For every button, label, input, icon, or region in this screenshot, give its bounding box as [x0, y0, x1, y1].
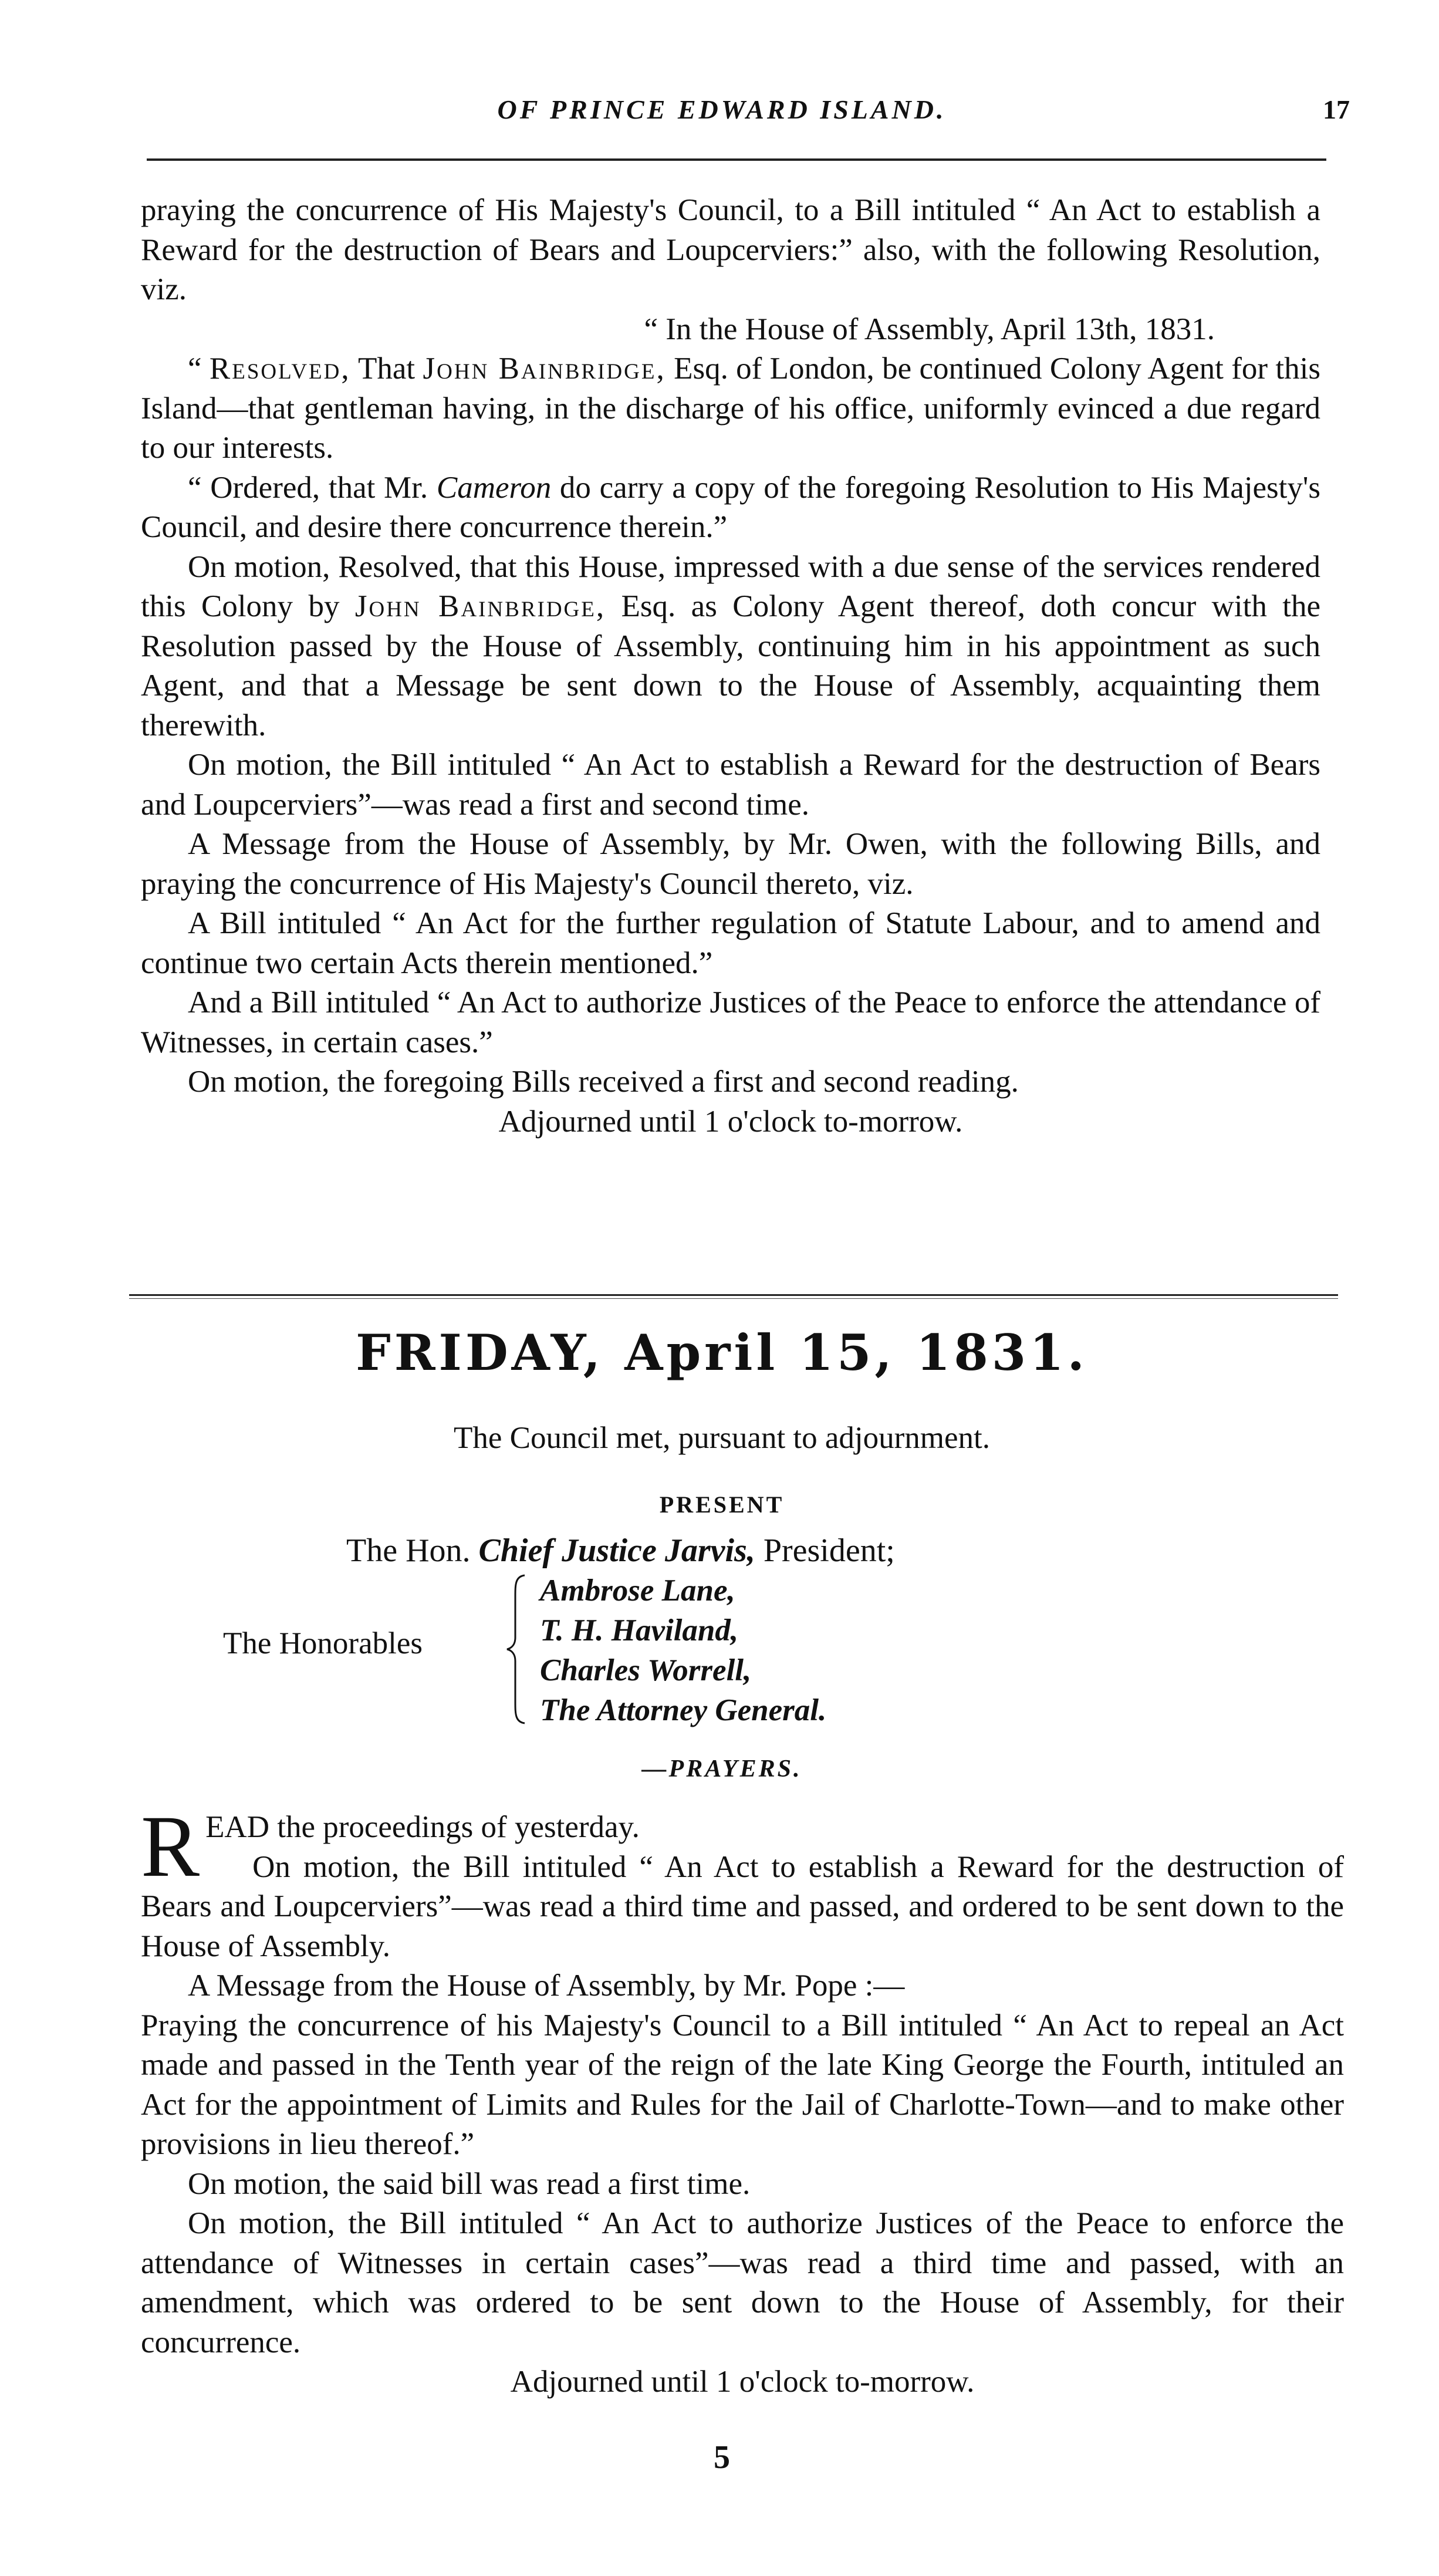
paragraph: A Bill intituled “ An Act for the further regulation of Statute Labour, and to amend and continue two certain Acts therein mentioned.” — [141, 906, 1320, 980]
running-title: OF PRINCE EDWARD ISLAND. — [497, 94, 947, 124]
resolved-word: Resolved, — [209, 352, 351, 386]
section-divider — [129, 1294, 1338, 1296]
paragraph: On motion, the foregoing Bills received a first and second reading. — [188, 1065, 1019, 1099]
paragraph: On motion, the Bill intituled “ An Act to authorize Justices of the Peace to enforce the attendance of Witnesses in certain cases”—was read a third time and passed, with an amendment, which was ordered to be sent down to the House of Assembly, for their concurrence. — [141, 2206, 1344, 2359]
paragraph: On motion, the said bill was read a first time. — [188, 2166, 751, 2201]
signature-mark: 5 — [714, 2439, 730, 2476]
council-met-line: The Council met, pursuant to adjournment. — [453, 1421, 991, 1455]
paragraph: A Message from the House of Assembly, by Mr. Owen, with the following Bills, and praying the concurrence of His Majesty's Council thereto, viz. — [141, 827, 1320, 901]
paragraph-resolution — [141, 349, 1320, 468]
president-line — [346, 1532, 895, 1569]
present-label: PRESENT — [659, 1491, 785, 1518]
text-run: do carry a copy of the foregoing Resolution to His Majesty's Council, and desire there concurrence therein.” — [141, 470, 1320, 544]
person-name: John Bainbridge, — [354, 589, 606, 623]
adjournment-line: Adjourned until 1 o'clock to-morrow. — [498, 1104, 963, 1139]
member-name: The Attorney General. — [540, 1693, 827, 1727]
person-name: Cameron — [436, 470, 552, 505]
member-name: T. H. Haviland, — [540, 1613, 739, 1647]
adjournment-line: Adjourned until 1 o'clock to-morrow. — [510, 2365, 975, 2399]
text-run: Esq. of London, be continued Colony Agent for this Island—that gentleman having, in the discharge of his office, uniformly evinced a due regard to our interests. — [141, 352, 1320, 465]
section-friday — [141, 1798, 1344, 2402]
section-thursday-continued — [141, 191, 1320, 1142]
paragraph-motion — [141, 548, 1320, 746]
paragraph: And a Bill intituled “ An Act to authorize Justices of the Peace to enforce the attendance of Witnesses, in certain cases.” — [141, 985, 1320, 1059]
prayers-line: —PRAYERS. — [641, 1755, 802, 1782]
member-name: Charles Worrell, — [540, 1653, 752, 1687]
text-run: On motion, Resolved, that this House, impressed with a due sense of the services rendered this Colony by — [141, 549, 1320, 623]
page-number: 17 — [1323, 94, 1350, 124]
dateline: “ In the House of Assembly, April 13th, 1831. — [644, 312, 1215, 346]
member-name: Ambrose Lane, — [540, 1574, 735, 1608]
day-heading: FRIDAY, April 15, 1831. — [356, 1324, 1088, 1382]
quote-open: “ — [188, 352, 210, 386]
paragraph-opening — [141, 1798, 1344, 1895]
paragraph: praying the concurrence of His Majesty's Council, to a Bill intituled “ An Act to establish a Reward for the destruction of Bears and Loupcerviers:” also, with the following Resolution, viz. — [141, 193, 1320, 306]
person-name: John Bainbridge, — [423, 352, 666, 386]
honorables-label: The Honorables — [223, 1626, 423, 1660]
text-run: The Hon. — [346, 1532, 479, 1569]
paragraph: On motion, the Bill intituled “ An Act to establish a Reward for the destruction of Bears and Loupcerviers”—was read a third time and passed, and ordered to be sent down to the House of Assembly. — [141, 1849, 1344, 1963]
document-page — [94, 0, 1350, 2576]
running-header — [94, 88, 1350, 135]
paragraph: A Message from the House of Assembly, by Mr. Pope :— — [188, 1969, 905, 2003]
drop-cap: R — [141, 1798, 200, 1895]
paragraph-ordered — [141, 468, 1320, 548]
brace-icon — [505, 1573, 528, 1726]
section-divider-thin — [129, 1298, 1338, 1299]
text-run: Esq. as Colony Agent thereof, doth concur with the Resolution passed by the House of Assembly, continuing him in his appointment as such Agent, and that a Message be sent down to the House of Assembly, acquainting them therewith. — [141, 589, 1321, 742]
paragraph: On motion, the Bill intituled “ An Act to establish a Reward for the destruction of Bears and Loupcerviers”—was read a first and second time. — [141, 748, 1320, 822]
text-run: That — [350, 352, 423, 386]
text-run: “ Ordered, that Mr. — [188, 470, 437, 505]
header-rule — [147, 158, 1326, 161]
president-name: Chief Justice Jarvis, — [478, 1532, 755, 1569]
text-run: President; — [755, 1532, 895, 1569]
paragraph: Praying the concurrence of his Majesty's Council to a Bill intituled “ An Act to repeal an Act made and passed in the Tenth year of the reign of the late King George the Fourth, intituled an Act for the appointment of Limits and Rules for the Jail of Charlotte-Town—and to make other provisions in lieu thereof.” — [141, 2008, 1344, 2161]
text-run: EAD the proceedings of yesterday. — [205, 1810, 640, 1844]
